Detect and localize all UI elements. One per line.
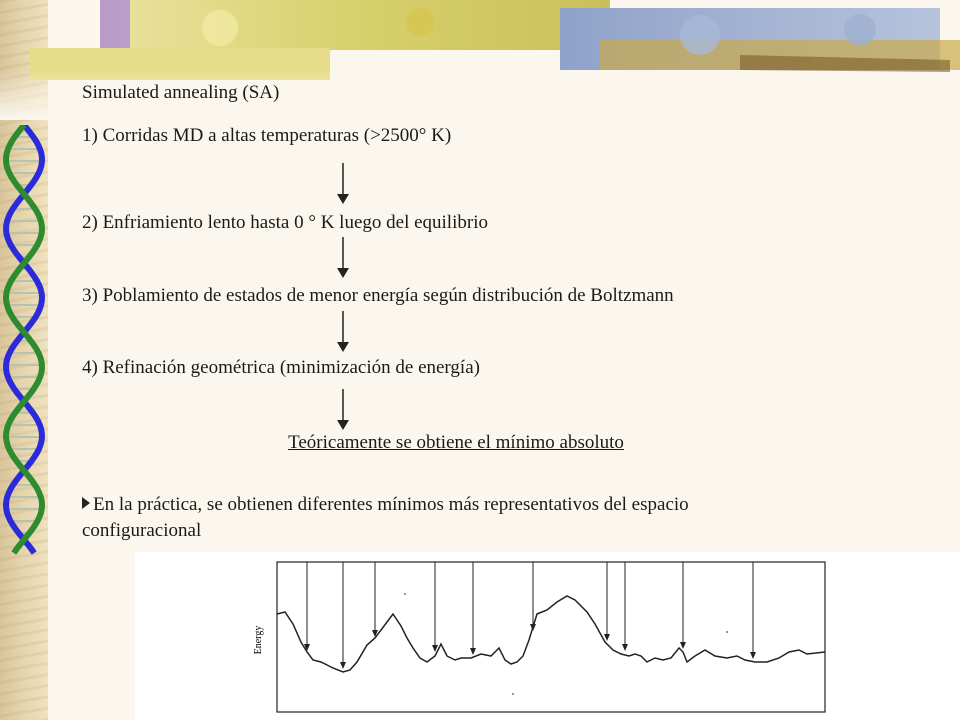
minimum-arrow-head <box>340 662 346 669</box>
minimum-arrow-head <box>530 624 536 631</box>
bullet-text: En la práctica, se obtienen diferentes mínimos más representativos del espacio configuracional <box>82 494 689 541</box>
minimum-arrow-head <box>622 644 628 651</box>
figure-frame <box>277 562 825 712</box>
energy-axis-label: Energy <box>253 625 264 655</box>
minimum-arrow-head <box>604 634 610 641</box>
step-2: 2) Enfriamiento lento hasta 0 ° K luego del equilibrio <box>82 212 488 233</box>
down-arrow-icon <box>333 163 353 205</box>
dna-helix-decoration <box>0 125 60 555</box>
energy-curve <box>277 596 825 672</box>
step-1: 1) Corridas MD a altas temperaturas (>2500° K) <box>82 125 452 146</box>
step-4: 4) Refinación geométrica (minimización de energía) <box>82 357 480 378</box>
down-arrow-icon <box>333 311 353 353</box>
minima-arrows <box>304 562 756 669</box>
bullet-point <box>82 492 802 544</box>
down-arrow-icon <box>333 389 353 431</box>
step-3: 3) Poblamiento de estados de menor energía según distribución de Boltzmann <box>82 285 674 306</box>
minimum-arrow-head <box>470 648 476 655</box>
slide-heading: Simulated annealing (SA) <box>82 82 280 103</box>
minimum-arrow-head <box>680 642 686 649</box>
conclusion-text: Teóricamente se obtiene el mínimo absoluto <box>288 432 624 453</box>
minimum-arrow-head <box>750 652 756 659</box>
down-arrow-icon <box>333 237 353 279</box>
energy-landscape-figure <box>135 552 960 720</box>
bullet-arrow-icon <box>82 497 90 509</box>
